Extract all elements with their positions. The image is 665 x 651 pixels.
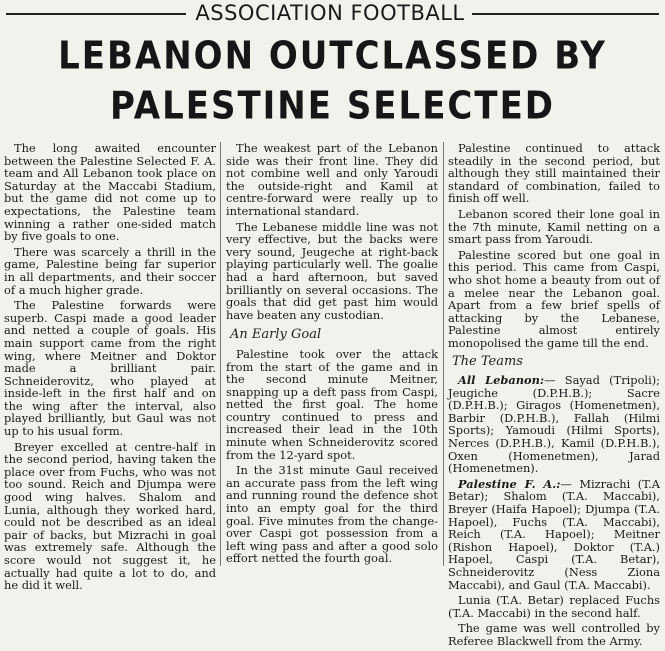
subheading: The Teams — [452, 353, 523, 369]
paragraph: Lunia (T.A. Betar) replaced Fuchs (T.A. Maccabi) in the second half. — [448, 593, 660, 620]
paragraph: The game was well controlled by Referee Blackwell from the Army. — [448, 621, 660, 648]
headline-line-2: PALESTINE SELECTED — [109, 83, 556, 129]
paragraph: The long awaited encounter between the Palestine Selected F. A. team and All Lebanon took place on Saturday at the Maccabi Stadium, but the game did not come up to expectations, the Palestine team winning a rather one-sided match by five goals to one. — [4, 141, 216, 244]
paragraph: There was scarcely a thrill in the game, Palestine being far superior in all departments, and their soccer of a much higher grade. — [4, 244, 216, 297]
article-column-2 — [226, 142, 438, 568]
column-divider — [220, 142, 221, 566]
article-column-1 — [4, 142, 216, 595]
paragraph: The Palestine forwards were superb. Caspi made a good leader and netted a couple of goals. His main support came from the right wing, where Meitner and Doktor made a brilliant pair. Schneiderovitz, who played at inside-left in the first half and on the wing after the interval, also played brilliantly, but Gaul was not up to his usual form. — [4, 298, 216, 439]
lebanon-lineup — [448, 374, 660, 475]
article-column-3 — [448, 142, 660, 651]
column-divider — [443, 142, 444, 566]
paragraph: Lebanon scored their lone goal in the 7th minute, Kamil netting on a smart pass from Yaroudi. — [448, 206, 660, 247]
paragraph: The weakest part of the Lebanon side was their front line. They did not combine well and only Yaroudi the outside-right and Kamil at centre-forward were really up to international standard. — [226, 141, 438, 218]
section-header — [0, 0, 665, 26]
paragraph: In the 31st minute Gaul received an accurate pass from the left wing and running round the defence shot into an empty goal for the third goal. Five minutes from the change-over Caspi got possession from a left wing pass and after a good solo effort netted the fourth goal. — [226, 463, 438, 566]
paragraph: Palestine continued to attack steadily in the second period, but although they still maintained their standard of combination, failed to finish off well. — [448, 141, 660, 206]
header-rule-left — [6, 13, 186, 15]
team-players: — Mizrachi (T.A Betar); Shalom (T.A. Maccabi), Breyer (Haifa Hapoel); Djumpa (T.A. Hapoel), Fuchs (T.A. Maccabi), Reich (T.A. Hapoel); Meitner (Rishon Hapoel), Doktor (T.A.) Hapoel, Caspi (T.A. Betar), Schneiderovitz (Ness Ziona Maccabi), and Gaul (T.A. Maccabi). — [448, 476, 660, 592]
palestine-lineup — [448, 478, 660, 591]
header-rule-right — [472, 13, 659, 15]
section-title: ASSOCIATION FOOTBALL — [195, 1, 465, 25]
paragraph: The Lebanese middle line was not very effective, but the backs were very sound, Jeugeche at right-back playing particularly well. The goalie had a hard afternoon, but saved brilliantly on several occasions. The goals that did get past him would have beaten any custodian. — [226, 219, 438, 322]
headline-line-1: LEBANON OUTCLASSED BY — [58, 33, 607, 79]
team-label: Palestine F. A.: — [458, 476, 561, 491]
paragraph: Palestine took over the attack from the start of the game and in the second minute Meitner, snapping up a deft pass from Caspi, netted the first goal. The home country continued to press and increased their lead in the 10th minute when Schneiderovitz scored from the 12-yard spot. — [226, 346, 438, 462]
paragraph: Palestine scored but one goal in this period. This came from Caspi, who shot home a beauty from out of a melee near the Lebanon goal. Apart from a few brief spells of attacking by the Lebanese, Palestine almost entirely monopolised the game till the end. — [448, 247, 660, 350]
subheading: An Early Goal — [230, 327, 322, 343]
team-label: All Lebanon: — [458, 373, 545, 388]
paragraph: Breyer excelled at centre-half in the second period, having taken the place over from Fuchs, who was not too sound. Reich and Djumpa were good wing halves. Shalom and Lunia, although they worked hard, could not be described as an ideal pair of backs, but Mizrachi in goal was extremely safe. Although the score would not suggest it, he actually had quite a lot to do, and he did it well. — [4, 439, 216, 593]
team-players: — Sayad (Tripoli); Jeugiche (D.P.H.B.); Sacre (D.P.H.B.); Giragos (Homenetmen), Barbir (D.P.H.B.), Fallah (Hilmi Sports); Yamoudi (Hilmi Sports), Nerces (D.P.H.B.), Kamil (D.P.H.B.), Oxen (Homenetmen), Jarad (Homenetmen). — [448, 373, 660, 476]
